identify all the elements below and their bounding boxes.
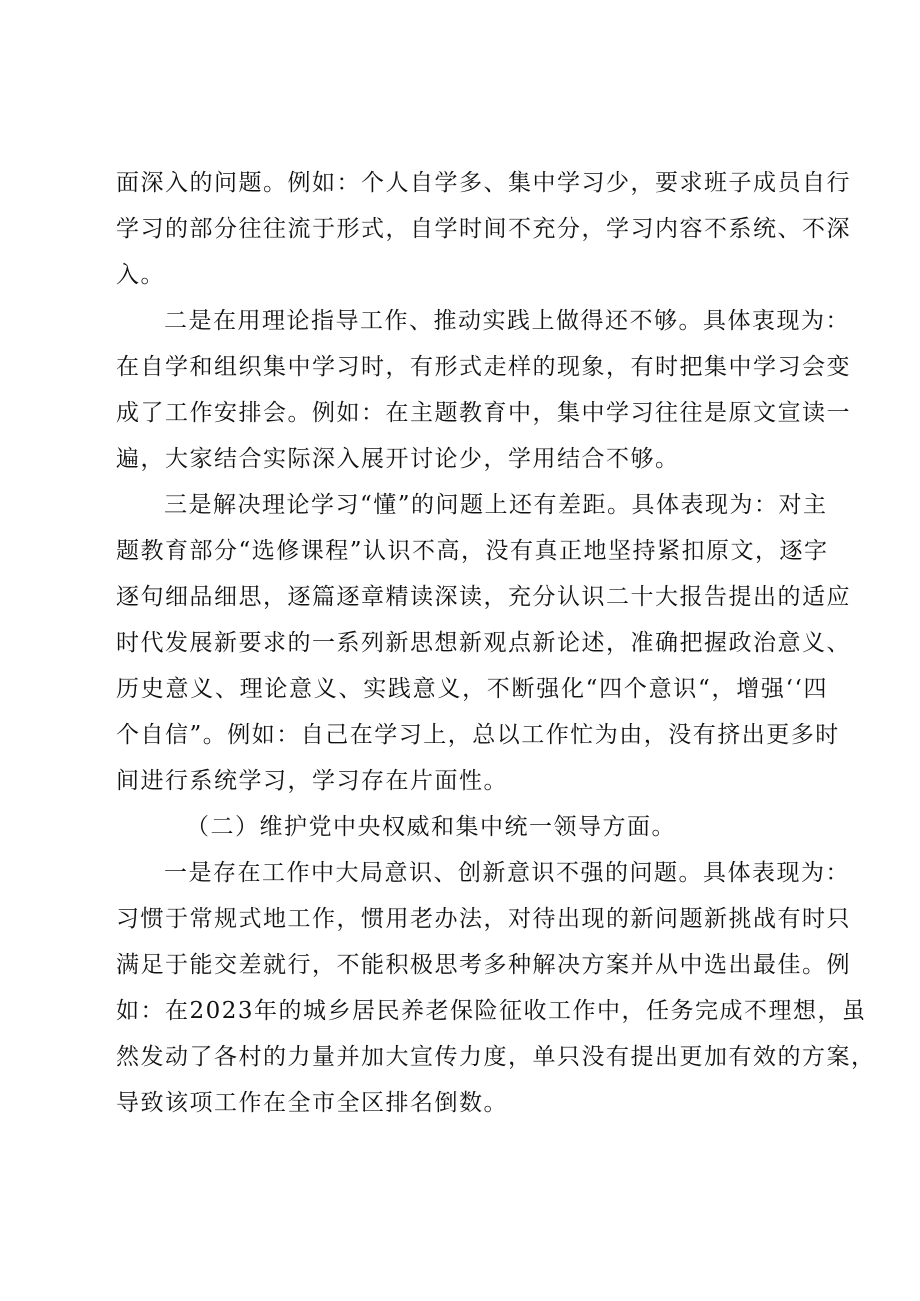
text-line: 然发动了各村的力量并加大宣传力度，单只没有提出更加有效的方案， — [116, 1044, 876, 1070]
text-line: 学习的部分往往流于形式，自学时间不充分，学习内容不系统、不深 — [116, 216, 851, 242]
paragraph-start-line: 二是在用理论指导工作、推动实践上做得还不够。具体衷现为： — [164, 308, 850, 334]
text-line: 遍，大家结合实际深入展开讨论少，学用结合不够。 — [116, 446, 680, 472]
paragraph-start-line: 三是解决理论学习“懂”的问题上还有差距。具体表现为：对主 — [164, 492, 828, 518]
text-line: 历史意义、理论意义、实践意义，不断强化“四个意识“，增强‘‘四 — [116, 676, 828, 702]
text-line: 题教育部分“选修课程”认识不高，没有真正地坚持紧扣原文，逐字 — [116, 538, 829, 564]
text-line: 时代发展新要求的一系列新思想新观点新论述，准确把握政治意义、 — [116, 630, 851, 656]
text-line: 间进行系统学习，学习存在片面性。 — [116, 768, 508, 794]
text-line: 逐句细品细思，逐篇逐章精读深读，充分认识二十大报告提出的适应 — [116, 584, 851, 610]
text-line: 成了工作安排会。例如：在主题教育中，集中学习往往是原文宣读一 — [116, 400, 851, 426]
text-line: 面深入的问题。例如：个人自学多、集中学习少，要求班子成员自行 — [116, 170, 851, 196]
text-line: 导致该项工作在全市全区排名倒数。 — [116, 1090, 508, 1116]
text-line: 个自信”。例如：自己在学习上，总以工作忙为由，没有挤出更多时 — [116, 722, 840, 748]
text-line: 在自学和组织集中学习时，有形式走样的现象，有时把集中学习会变 — [116, 354, 851, 380]
paragraph-start-line: 一是存在工作中大局意识、创新意识不强的问题。具体表现为： — [164, 860, 850, 886]
section-heading: （二）维护党中央权威和集中统一领导方面。 — [186, 814, 676, 840]
text-line: 满足于能交差就行，不能积极思考多种解决方案并从中选出最佳。例 — [116, 952, 851, 978]
document-body — [116, 160, 876, 1126]
text-line: 入。 — [116, 262, 165, 288]
text-line: 习惯于常规式地工作，惯用老办法，对待出现的新问题新挑战有时只 — [116, 906, 851, 932]
text-line: 如：在2023年的城乡居民养老保险征收工作中，任务完成不理想，虽 — [116, 998, 867, 1024]
